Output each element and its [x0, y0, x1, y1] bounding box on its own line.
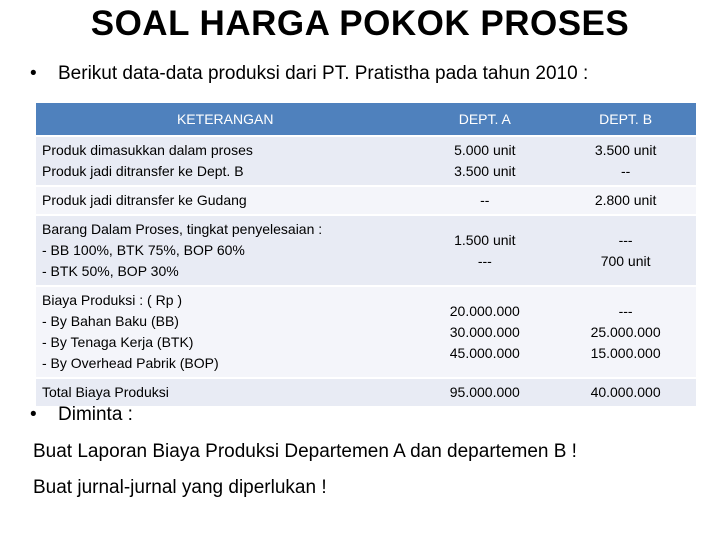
page-title: SOAL HARGA POKOK PROSES [90, 4, 630, 43]
keterangan-cell [36, 187, 414, 214]
table-row [36, 379, 696, 406]
cell-line: -- [480, 192, 490, 208]
cell-line: Barang Dalam Proses, tingkat penyelesaian : [42, 221, 323, 237]
cell-line: --- [618, 302, 633, 319]
table-header-row [36, 103, 696, 135]
header-dept-b: DEPT. B [555, 103, 696, 135]
header-keterangan: KETERANGAN [36, 103, 414, 135]
cell-line: 25.000.000 [590, 323, 661, 340]
table-row [36, 137, 696, 185]
diminta-text: Diminta : [58, 404, 133, 425]
dept-b-cell [555, 137, 696, 185]
dept-b-cell [555, 379, 696, 406]
intro-text: Berikut data-data produksi dari PT. Pratistha pada tahun 2010 : [58, 63, 589, 84]
cell-line: 5.000 unit [454, 142, 516, 158]
cell-line: 15.000.000 [590, 344, 661, 361]
cell-line: 1.500 unit [454, 231, 516, 248]
cell-line: Total Biaya Produksi [42, 384, 169, 400]
dept-b-cell [555, 287, 696, 377]
cell-line: 20.000.000 [449, 302, 520, 319]
diminta-bullet [30, 404, 133, 426]
dept-a-cell [414, 379, 555, 406]
cell-line: -- [620, 163, 631, 179]
cell-line: 2.800 unit [594, 192, 657, 208]
header-dept-a: DEPT. A [414, 103, 555, 135]
keterangan-cell [36, 137, 414, 185]
keterangan-cell [36, 287, 414, 377]
dept-a-cell [414, 216, 555, 285]
dept-a-cell [414, 187, 555, 214]
bullet-icon: • [30, 404, 37, 425]
bullet-icon: • [30, 63, 37, 84]
table-row [36, 187, 696, 214]
cell-line: 3.500 unit [594, 142, 657, 158]
dept-b-cell [555, 187, 696, 214]
cell-line: Produk dimasukkan dalam proses [42, 142, 253, 158]
dept-a-cell [414, 137, 555, 185]
keterangan-cell [36, 216, 414, 285]
cell-line: Biaya Produksi : ( Rp ) [42, 292, 183, 308]
task-line: Buat Laporan Biaya Produksi Departemen A dan departemen B ! [33, 441, 577, 462]
task-line: Buat jurnal-jurnal yang diperlukan ! [33, 477, 327, 498]
cell-line: --- [618, 231, 633, 248]
cell-line: 95.000.000 [449, 384, 520, 400]
cell-line: --- [477, 252, 492, 269]
keterangan-cell [36, 379, 414, 406]
cell-line: - By Overhead Pabrik (BOP) [42, 355, 219, 371]
cell-line: 45.000.000 [449, 344, 520, 361]
table-row [36, 216, 696, 285]
cell-line: 40.000.000 [590, 384, 661, 400]
production-data-table [36, 101, 696, 408]
cell-line: - BTK 50%, BOP 30% [42, 263, 179, 279]
table-row [36, 287, 696, 377]
cell-line: 700 unit [600, 252, 651, 269]
cell-line: - By Bahan Baku (BB) [42, 313, 179, 329]
cell-line: 30.000.000 [449, 323, 520, 340]
cell-line: 3.500 unit [454, 163, 516, 179]
intro-bullet [30, 63, 588, 85]
cell-line: - BB 100%, BTK 75%, BOP 60% [42, 242, 245, 258]
cell-line: Produk jadi ditransfer ke Dept. B [42, 163, 244, 179]
dept-a-cell [414, 287, 555, 377]
dept-b-cell [555, 216, 696, 285]
cell-line: - By Tenaga Kerja (BTK) [42, 334, 194, 350]
cell-line: Produk jadi ditransfer ke Gudang [42, 192, 247, 208]
